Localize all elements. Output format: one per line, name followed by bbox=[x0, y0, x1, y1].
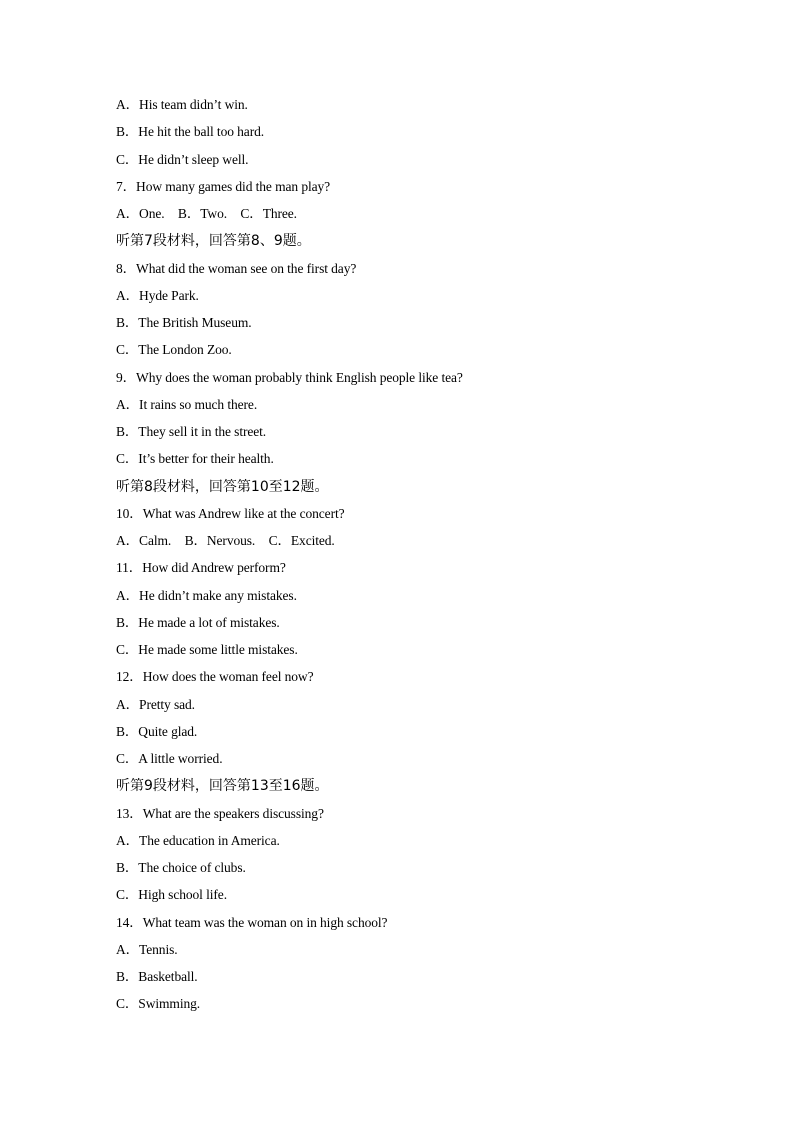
answer-option: A．It rains so much there. bbox=[116, 396, 258, 412]
answer-option: C．Swimming. bbox=[116, 996, 201, 1012]
section-instruction: 听第9段材料，回答第13至16题。 bbox=[116, 778, 329, 795]
answer-option: B．The British Museum. bbox=[116, 315, 252, 330]
answer-option: C．It’s better for their health. bbox=[116, 451, 274, 467]
question-text: 8．What did the woman see on the first day? bbox=[116, 260, 357, 276]
answer-option: A．The education in America. bbox=[116, 832, 280, 848]
answer-option: B．He hit the ball too hard. bbox=[116, 124, 265, 140]
question-text: 9．Why does the woman probably think English people like tea? bbox=[116, 369, 463, 385]
question-text: 13．What are the speakers discussing? bbox=[116, 805, 324, 821]
answer-option: C．He made some little mistakes. bbox=[116, 642, 298, 657]
answer-option: B．They sell it in the street. bbox=[116, 424, 267, 439]
question-text: 7．How many games did the man play? bbox=[116, 178, 331, 194]
answer-option: B．Quite glad. bbox=[116, 723, 198, 739]
answer-option: C．A little worried. bbox=[116, 751, 223, 766]
answer-option: B．The choice of clubs. bbox=[116, 860, 246, 875]
section-instruction: 听第8段材料，回答第10至12题。 bbox=[116, 478, 329, 495]
answer-option: A．He didn’t make any mistakes. bbox=[116, 587, 297, 603]
answer-option: A．Tennis. bbox=[116, 941, 178, 957]
question-text: 14．What team was the woman on in high school? bbox=[116, 914, 388, 930]
answer-option: A．Hyde Park. bbox=[116, 287, 199, 303]
section-instruction: 听第7段材料，回答第8、9题。 bbox=[116, 233, 311, 250]
answer-option: C．The London Zoo. bbox=[116, 342, 232, 358]
question-text: 11．How did Andrew perform? bbox=[116, 560, 286, 576]
question-text: 10．What was Andrew like at the concert? bbox=[116, 505, 345, 521]
answer-option: C．High school life. bbox=[116, 887, 227, 903]
answer-option: A．His team didn’t win. bbox=[116, 97, 248, 112]
answer-option: B．Basketball. bbox=[116, 969, 198, 984]
answer-options-inline: A．One. B．Two. C．Three. bbox=[116, 206, 297, 221]
answer-option: B．He made a lot of mistakes. bbox=[116, 614, 280, 630]
answer-option: A．Pretty sad. bbox=[116, 696, 195, 712]
answer-options-inline: A．Calm. B．Nervous. C．Excited. bbox=[116, 533, 335, 548]
question-text: 12．How does the woman feel now? bbox=[116, 669, 314, 685]
document-page bbox=[116, 94, 736, 1021]
answer-option: C．He didn’t sleep well. bbox=[116, 151, 249, 167]
